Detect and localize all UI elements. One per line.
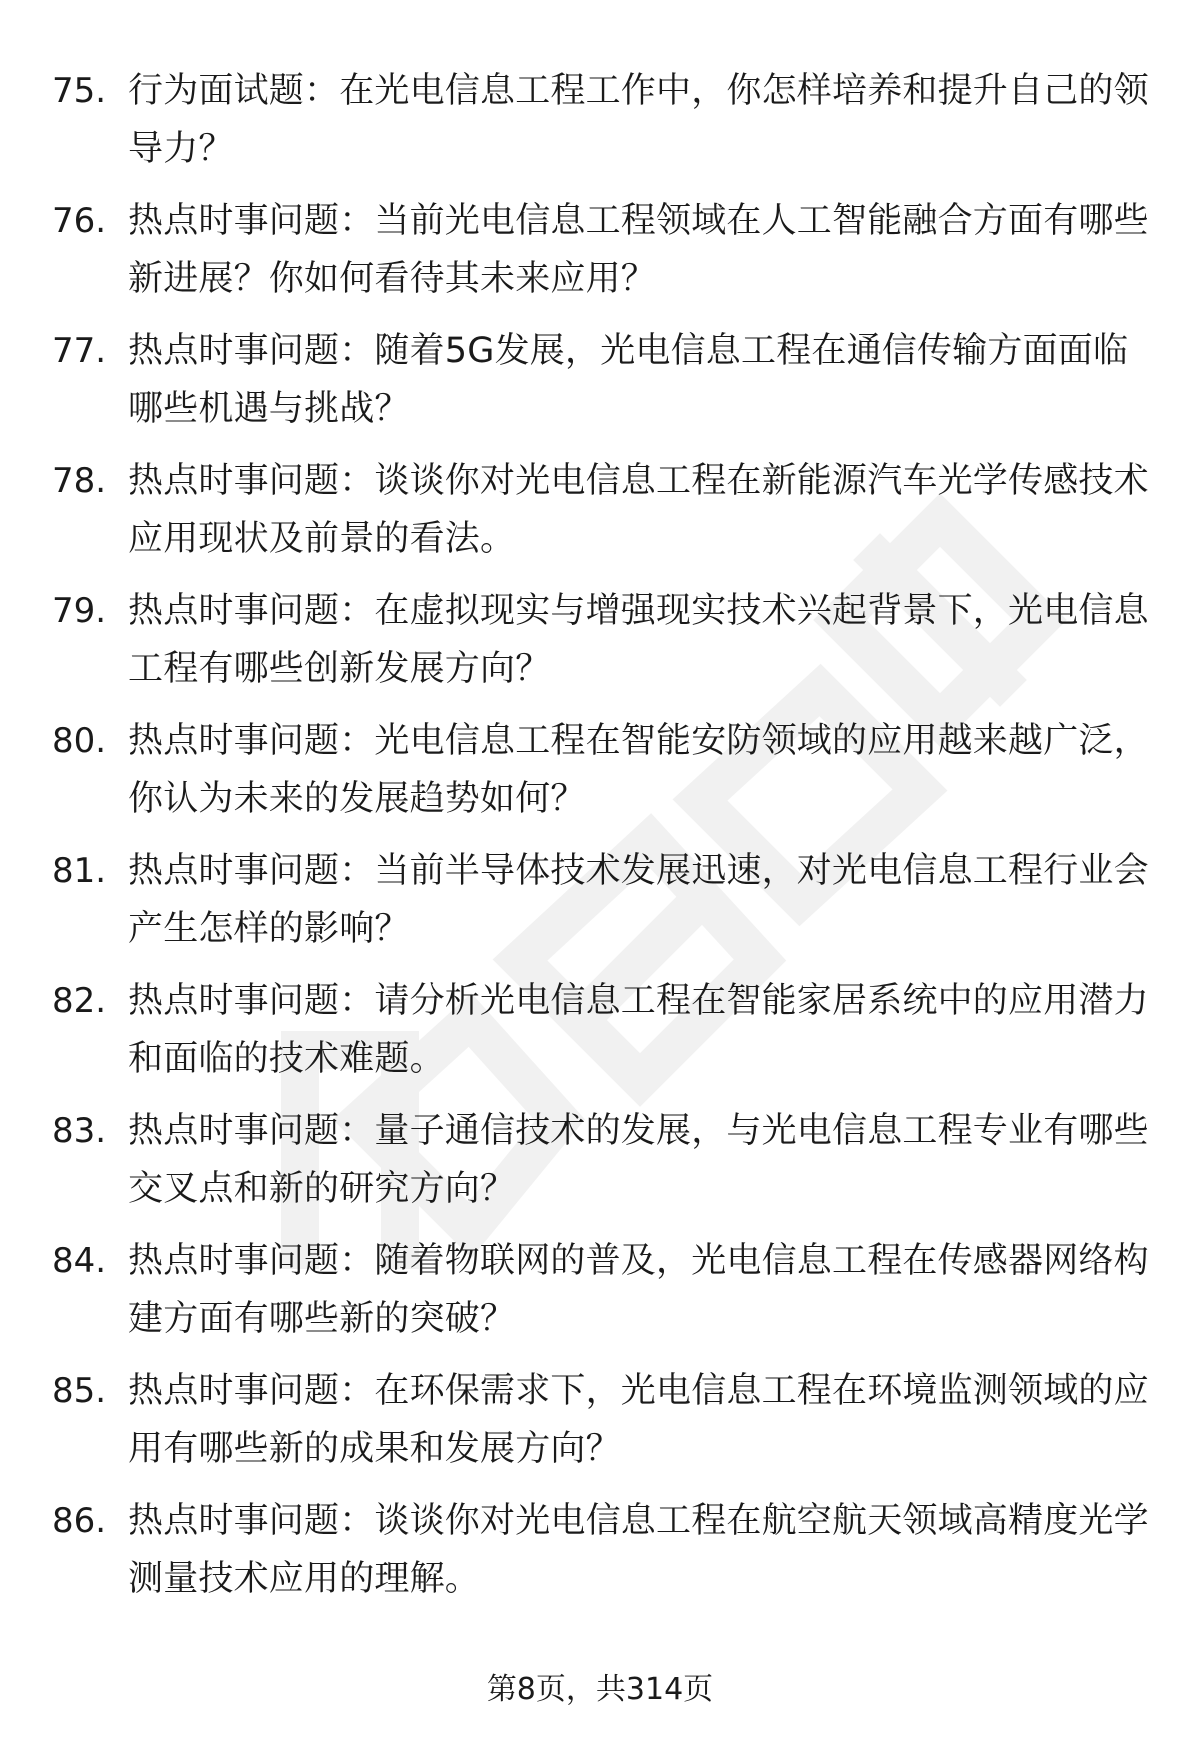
question-text: 热点时事问题：随着物联网的普及，光电信息工程在传感器网络构建方面有哪些新的突破？: [128, 1241, 1149, 1339]
question-number: 76.: [52, 201, 107, 241]
question-number: 79.: [52, 591, 107, 631]
page-number-label: 第8页，共314页: [486, 1672, 714, 1707]
question-number: 75.: [52, 71, 107, 111]
list-item: [0, 182, 1200, 312]
page-footer: [0, 1670, 1200, 1710]
list-item: [0, 1222, 1200, 1352]
question-number: 78.: [52, 461, 107, 501]
question-text: 热点时事问题：随着5G发展，光电信息工程在通信传输方面面临哪些机遇与挑战？: [128, 331, 1129, 429]
list-item: [0, 1352, 1200, 1482]
question-list: [0, 52, 1200, 1612]
question-number: 83.: [52, 1111, 107, 1151]
list-item: [0, 572, 1200, 702]
question-text: 热点时事问题：当前光电信息工程领域在人工智能融合方面有哪些新进展？你如何看待其未来应用？: [128, 201, 1149, 299]
question-text: 热点时事问题：量子通信技术的发展，与光电信息工程专业有哪些交叉点和新的研究方向？: [128, 1111, 1149, 1209]
question-text: 热点时事问题：当前半导体技术发展迅速，对光电信息工程行业会产生怎样的影响？: [128, 851, 1149, 949]
list-item: [0, 832, 1200, 962]
question-text: 热点时事问题：请分析光电信息工程在智能家居系统中的应用潜力和面临的技术难题。: [128, 981, 1149, 1079]
question-text: 热点时事问题：谈谈你对光电信息工程在航空航天领域高精度光学测量技术应用的理解。: [128, 1501, 1149, 1599]
question-text: 热点时事问题：在环保需求下，光电信息工程在环境监测领域的应用有哪些新的成果和发展方向？: [128, 1371, 1149, 1469]
question-number: 80.: [52, 721, 107, 761]
list-item: [0, 1482, 1200, 1612]
list-item: [0, 442, 1200, 572]
list-item: [0, 1092, 1200, 1222]
list-item: [0, 962, 1200, 1092]
question-text: 行为面试题：在光电信息工程工作中，你怎样培养和提升自己的领导力？: [128, 71, 1149, 169]
question-number: 86.: [52, 1501, 107, 1541]
question-number: 82.: [52, 981, 107, 1021]
list-item: [0, 702, 1200, 832]
question-text: 热点时事问题：谈谈你对光电信息工程在新能源汽车光学传感技术应用现状及前景的看法。: [128, 461, 1149, 559]
question-text: 热点时事问题：在虚拟现实与增强现实技术兴起背景下，光电信息工程有哪些创新发展方向？: [128, 591, 1149, 689]
list-item: [0, 52, 1200, 182]
list-item: [0, 312, 1200, 442]
question-number: 85.: [52, 1371, 107, 1411]
question-text: 热点时事问题：光电信息工程在智能安防领域的应用越来越广泛，你认为未来的发展趋势如何？: [128, 721, 1149, 819]
question-number: 77.: [52, 331, 107, 371]
question-number: 81.: [52, 851, 107, 891]
question-number: 84.: [52, 1241, 107, 1281]
